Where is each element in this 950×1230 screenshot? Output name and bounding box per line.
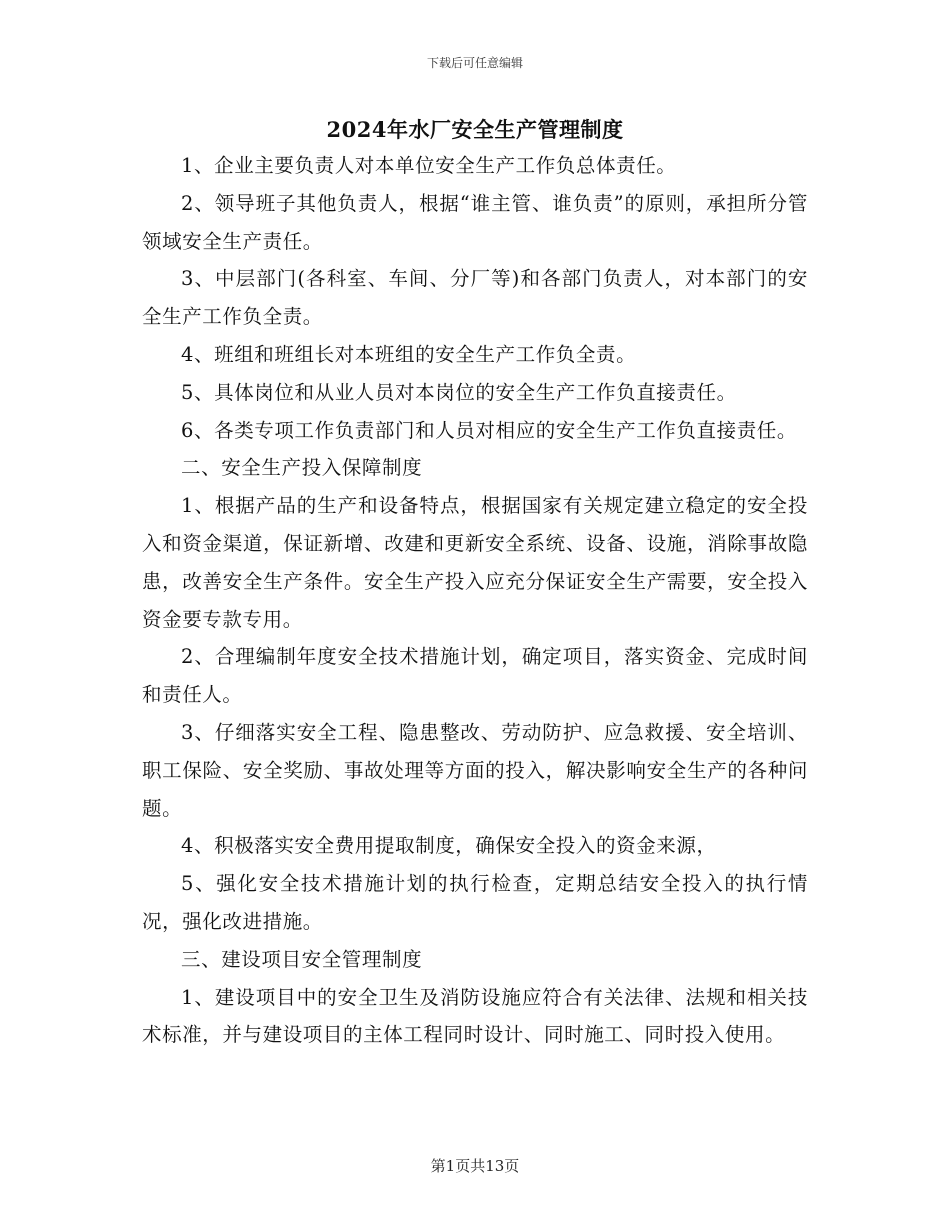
paragraph: 2、合理编制年度安全技术措施计划，确定项目，落实资金、完成时间和责任人。	[142, 645, 808, 707]
paragraph: 1、根据产品的生产和设备特点，根据国家有关规定建立稳定的安全投入和资金渠道，保证新增、改建和更新安全系统、设备、设施，消除事故隐患，改善安全生产条件。安全生产投入应充分保证安全生产需要，安全投入资金要专款专用。	[142, 494, 808, 631]
paragraph: 1、企业主要负责人对本单位安全生产工作负总体责任。	[181, 154, 677, 177]
paragraph: 4、积极落实安全费用提取制度，确保安全投入的资金来源，	[181, 834, 717, 858]
paragraph: 2、领导班子其他负责人，根据“谁主管、谁负责”的原则，承担所分管领域安全生产责任。	[142, 191, 808, 253]
paragraph: 3、仔细落实安全工程、隐患整改、劳动防护、应急救援、安全培训、职工保险、安全奖励、事故处理等方面的投入，解决影响安全生产的各种问题。	[142, 720, 808, 820]
paragraph: 5、强化安全技术措施计划的执行检查，定期总结安全投入的执行情况，强化改进措施。	[142, 872, 808, 933]
paragraph: 3、中层部门(各科室、车间、分厂等)和各部门负责人，对本部门的安全生产工作负全责。	[142, 267, 808, 329]
document-title: 2024年水厂安全生产管理制度	[326, 117, 624, 142]
paragraph: 6、各类专项工作负责部门和人员对相应的安全生产工作负直接责任。	[181, 418, 798, 442]
header-note: 下载后可任意编辑	[426, 56, 523, 70]
page-footer: 第1页共13页	[430, 1157, 520, 1175]
section-heading: 三、建设项目安全管理制度	[181, 947, 423, 971]
paragraph: 4、班组和班组长对本班组的安全生产工作负全责。	[181, 342, 637, 366]
document-body	[142, 147, 808, 1054]
section-heading: 二、安全生产投入保障制度	[181, 456, 423, 480]
paragraph: 5、具体岗位和从业人员对本岗位的安全生产工作负直接责任。	[181, 380, 737, 404]
paragraph: 1、建设项目中的安全卫生及消防设施应符合有关法律、法规和相关技术标准，并与建设项目的主体工程同时设计、同时施工、同时投入使用。	[142, 985, 808, 1047]
